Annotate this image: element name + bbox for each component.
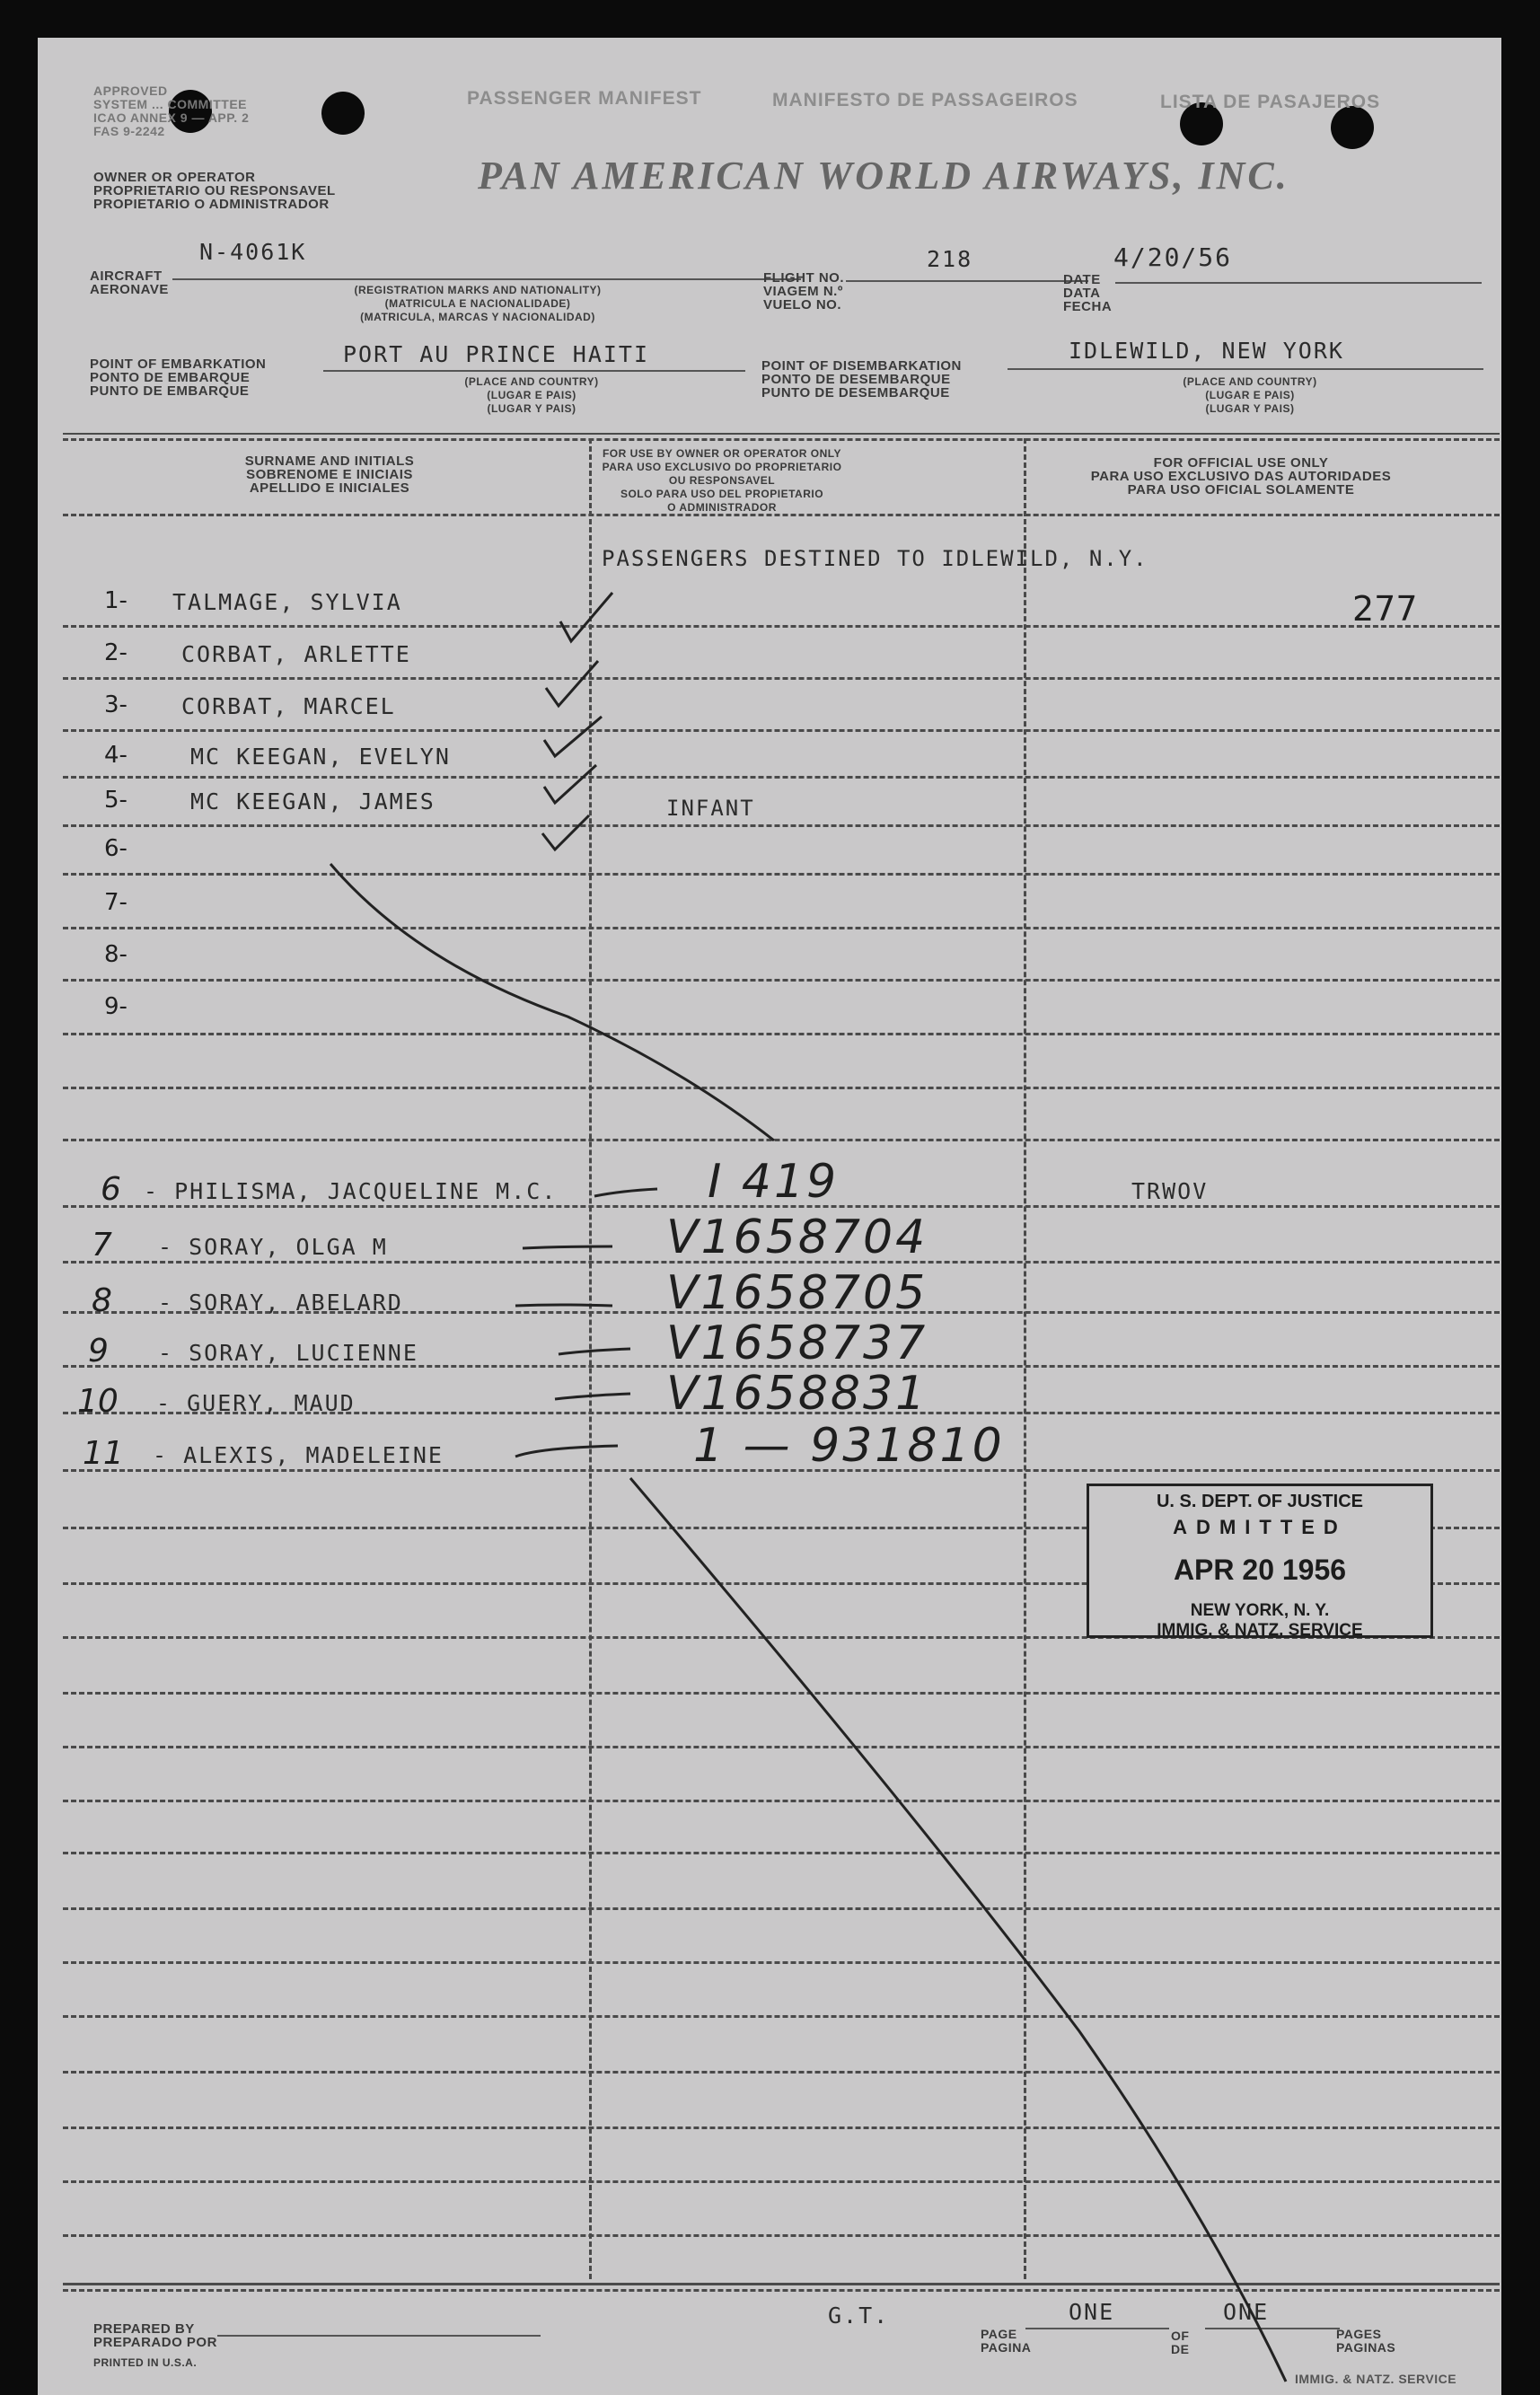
passenger-name: CORBAT, MARCEL xyxy=(181,693,396,719)
row-number: 2- xyxy=(104,639,128,666)
owner-label: OWNER OR OPERATOR PROPRIETARIO OU RESPONSAVEL PROPIETARIO O ADMINISTRADOR xyxy=(93,170,336,212)
dash-mark xyxy=(515,1446,618,1457)
destined-note: PASSENGERS DESTINED TO IDLEWILD, N.Y. xyxy=(602,546,1148,571)
manifest-title-es: LISTA DE PASAJEROS xyxy=(1160,92,1381,112)
disembark-value: IDLEWILD, NEW YORK xyxy=(1069,338,1344,364)
flight-label: FLIGHT NO. VIAGEM N.º VUELO NO. xyxy=(763,270,844,313)
row-number: 4- xyxy=(104,742,128,769)
dash-mark xyxy=(594,1189,657,1196)
pages-label: PAGES PAGINAS xyxy=(1336,2327,1396,2355)
embark-place-caption: (PLACE AND COUNTRY) (LUGAR E PAIS) (LUGAR Y PAIS) xyxy=(464,375,599,415)
cancel-line xyxy=(330,864,774,1140)
passenger-name: - SORAY, ABELARD xyxy=(158,1290,403,1316)
row-number: 8 xyxy=(92,1282,112,1319)
row-number: 11 xyxy=(83,1435,124,1472)
document-number: V1658704 xyxy=(666,1211,928,1264)
document-number: V1658831 xyxy=(666,1367,928,1421)
dash-mark xyxy=(523,1246,612,1248)
checkmark xyxy=(560,593,612,641)
registration-caption: (REGISTRATION MARKS AND NATIONALITY) (MATRICULA E NACIONALIDADE) (MATRICULA, MARCAS Y NACIONALIDAD) xyxy=(354,284,602,323)
passenger-name: - PHILISMA, JACQUELINE M.C. xyxy=(144,1178,558,1204)
passenger-name: MC KEEGAN, JAMES xyxy=(190,788,436,814)
disembark-label: POINT OF DISEMBARKATION PONTO DE DESEMBARQUE PUNTO DE DESEMBARQUE xyxy=(761,358,962,401)
document-number: 1 — 931810 xyxy=(693,1419,1005,1473)
cancel-line xyxy=(630,1478,1286,2382)
row-number: 8- xyxy=(104,941,128,968)
row-number: 5- xyxy=(104,787,128,814)
dash-mark xyxy=(515,1305,612,1306)
passenger-name: TALMAGE, SYLVIA xyxy=(172,589,402,615)
company-name: PAN AMERICAN WORLD AIRWAYS, INC. xyxy=(478,154,1289,198)
bottom-stamp-fragment: IMMIG. & NATZ. SERVICE xyxy=(1295,2372,1457,2386)
date-value: 4/20/56 xyxy=(1113,242,1233,272)
passenger-note: INFANT xyxy=(666,796,755,821)
row-number: 7- xyxy=(104,889,128,916)
passenger-name: - SORAY, OLGA M xyxy=(158,1234,388,1260)
manifest-title-pt: MANIFESTO DE PASSAGEIROS xyxy=(772,90,1078,110)
row-number: 6 xyxy=(101,1171,121,1208)
dash-mark xyxy=(559,1349,630,1354)
gt-initials: G.T. xyxy=(828,2303,890,2329)
manifest-sheet xyxy=(38,38,1501,2395)
date-label: DATE DATA FECHA xyxy=(1063,272,1113,314)
row-number: 7 xyxy=(92,1227,112,1264)
of-label: OF DE xyxy=(1171,2329,1190,2356)
checkmark xyxy=(544,717,602,756)
row-number: 1- xyxy=(104,587,128,614)
approval-block: APPROVED SYSTEM ... COMMITTEE ICAO ANNEX 9 — APP. 2 FAS 9-2242 xyxy=(93,84,250,138)
passenger-name: CORBAT, ARLETTE xyxy=(181,641,411,667)
pen-marks xyxy=(38,38,1501,2395)
manifest-title-en: PASSENGER MANIFEST xyxy=(467,88,702,109)
aircraft-label: AIRCRAFT AERONAVE xyxy=(90,269,169,297)
official-number: 277 xyxy=(1352,589,1418,629)
disembark-place-caption: (PLACE AND COUNTRY) (LUGAR E PAIS) (LUGAR Y PAIS) xyxy=(1183,375,1317,415)
page-value: ONE xyxy=(1069,2299,1115,2325)
passenger-name: - GUERY, MAUD xyxy=(156,1390,356,1416)
prepared-by-label: PREPARED BY PREPARADO POR xyxy=(93,2321,217,2350)
dash-mark xyxy=(555,1394,630,1399)
printed-note: PRINTED IN U.S.A. xyxy=(93,2356,198,2369)
page-label: PAGE PAGINA xyxy=(981,2327,1032,2355)
of-value: ONE xyxy=(1223,2299,1270,2325)
checkmark xyxy=(546,661,598,706)
flight-value: 218 xyxy=(927,246,973,272)
official-note: TRWOV xyxy=(1131,1178,1209,1204)
document-number: V1658705 xyxy=(666,1266,928,1320)
column-header-owner-use: FOR USE BY OWNER OR OPERATOR ONLY PARA USO EXCLUSIVO DO PROPRIETARIO OU RESPONSAVEL SOLO PARA USO DEL PROPIETARIO O ADMINISTRADOR xyxy=(602,447,842,514)
checkmark xyxy=(544,765,596,803)
passenger-name: - SORAY, LUCIENNE xyxy=(158,1340,418,1366)
document-number: V1658737 xyxy=(666,1316,928,1370)
embark-value: PORT AU PRINCE HAITI xyxy=(343,341,650,367)
row-number: 9 xyxy=(88,1333,109,1369)
passenger-name: - ALEXIS, MADELEINE xyxy=(153,1442,444,1468)
admitted-stamp: U. S. DEPT. OF JUSTICE ADMITTED APR 20 1956 NEW YORK, N. Y. IMMIG. & NATZ. SERVICE xyxy=(1087,1484,1433,1638)
row-number: 6- xyxy=(104,835,128,862)
column-header-surname: SURNAME AND INITIALS SOBRENOME E INICIAIS APELLIDO E INICIALES xyxy=(244,453,415,496)
column-header-official-use: FOR OFFICIAL USE ONLY PARA USO EXCLUSIVO DAS AUTORIDADES PARA USO OFICIAL SOLAMENTE xyxy=(1090,455,1392,497)
row-number: 10 xyxy=(77,1383,119,1420)
passenger-name: MC KEEGAN, EVELYN xyxy=(190,744,451,770)
aircraft-value: N-4061K xyxy=(199,239,307,265)
embark-label: POINT OF EMBARKATION PONTO DE EMBARQUE PUNTO DE EMBARQUE xyxy=(90,357,267,399)
checkmark xyxy=(542,815,589,850)
document-number: I 419 xyxy=(708,1155,840,1209)
row-number: 3- xyxy=(104,691,128,718)
row-number: 9- xyxy=(104,993,128,1020)
